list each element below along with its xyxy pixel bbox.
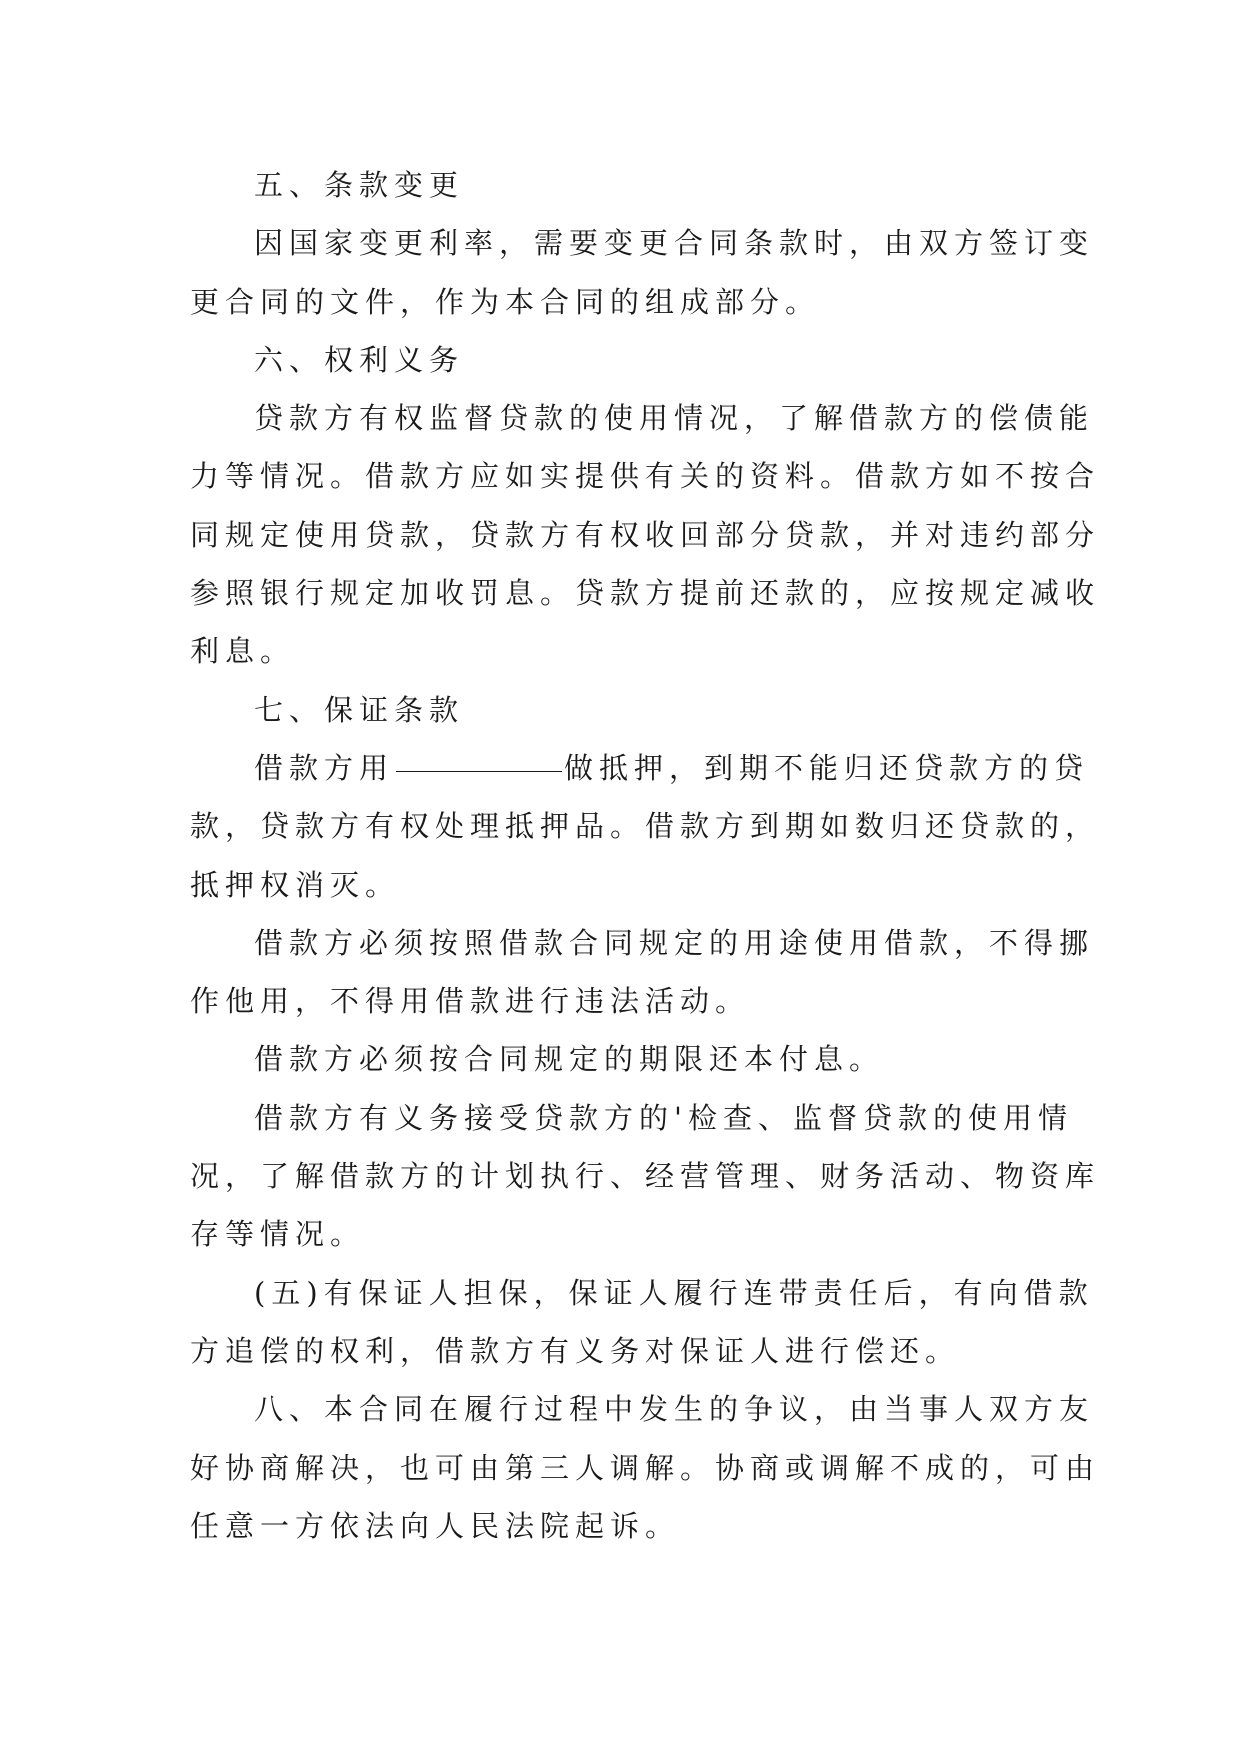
paragraph-line: 借款方有义务接受贷款方的'检查、监督贷款的使用情 xyxy=(254,1100,1073,1135)
paragraph-line: 因国家变更利率，需要变更合同条款时，由双方签订变 xyxy=(254,226,1095,261)
paragraph-line: 参照银行规定加收罚息。贷款方提前还款的，应按规定减收 xyxy=(190,576,1101,611)
paragraph-line: 作他用，不得用借款进行违法活动。 xyxy=(190,984,751,1019)
paragraph-line: 况，了解借款方的计划执行、经营管理、财务活动、物资库 xyxy=(190,1159,1101,1194)
paragraph-line: 款，贷款方有权处理抵押品。借款方到期如数归还贷款的， xyxy=(190,809,1101,844)
paragraph-line: 力等情况。借款方应如实提供有关的资料。借款方如不按合 xyxy=(190,459,1101,494)
paragraph-text-after-blank: 做抵押，到期不能归还贷款方的贷 xyxy=(564,750,1090,785)
fill-in-blank xyxy=(396,770,562,772)
paragraph-line: 借款方必须按合同规定的期限还本付息。 xyxy=(254,1042,885,1077)
document-body xyxy=(190,156,1101,1555)
section-heading-dispute-resolution: 八、本合同在履行过程中发生的争议，由当事人双方友 xyxy=(254,1392,1095,1427)
section-heading-guarantee-terms: 七、保证条款 xyxy=(254,692,465,727)
paragraph-line: 同规定使用贷款，贷款方有权收回部分贷款，并对违约部分 xyxy=(190,517,1101,552)
paragraph-line: 借款方必须按照借款合同规定的用途使用借款，不得挪 xyxy=(254,925,1095,960)
paragraph-line: 方追偿的权利，借款方有义务对保证人进行偿还。 xyxy=(190,1333,961,1368)
section-heading-terms-change: 五、条款变更 xyxy=(254,168,465,202)
paragraph-line: 任意一方依法向人民法院起诉。 xyxy=(190,1508,681,1543)
paragraph-line-with-blank xyxy=(190,739,1090,797)
paragraph-line: 抵押权消灭。 xyxy=(190,867,401,902)
paragraph-line: 更合同的文件，作为本合同的组成部分。 xyxy=(190,284,821,319)
paragraph-line: 好协商解决，也可由第三人调解。协商或调解不成的，可由 xyxy=(190,1450,1101,1485)
paragraph-line: 存等情况。 xyxy=(190,1217,366,1252)
section-heading-rights-obligations: 六、权利义务 xyxy=(254,342,465,377)
paragraph-line: (五)有保证人担保，保证人履行连带责任后，有向借款 xyxy=(254,1275,1094,1310)
paragraph-text-before-blank: 借款方用 xyxy=(254,750,395,785)
paragraph-line: 利息。 xyxy=(190,634,296,669)
paragraph-line: 贷款方有权监督贷款的使用情况，了解借款方的偿债能 xyxy=(254,401,1095,436)
